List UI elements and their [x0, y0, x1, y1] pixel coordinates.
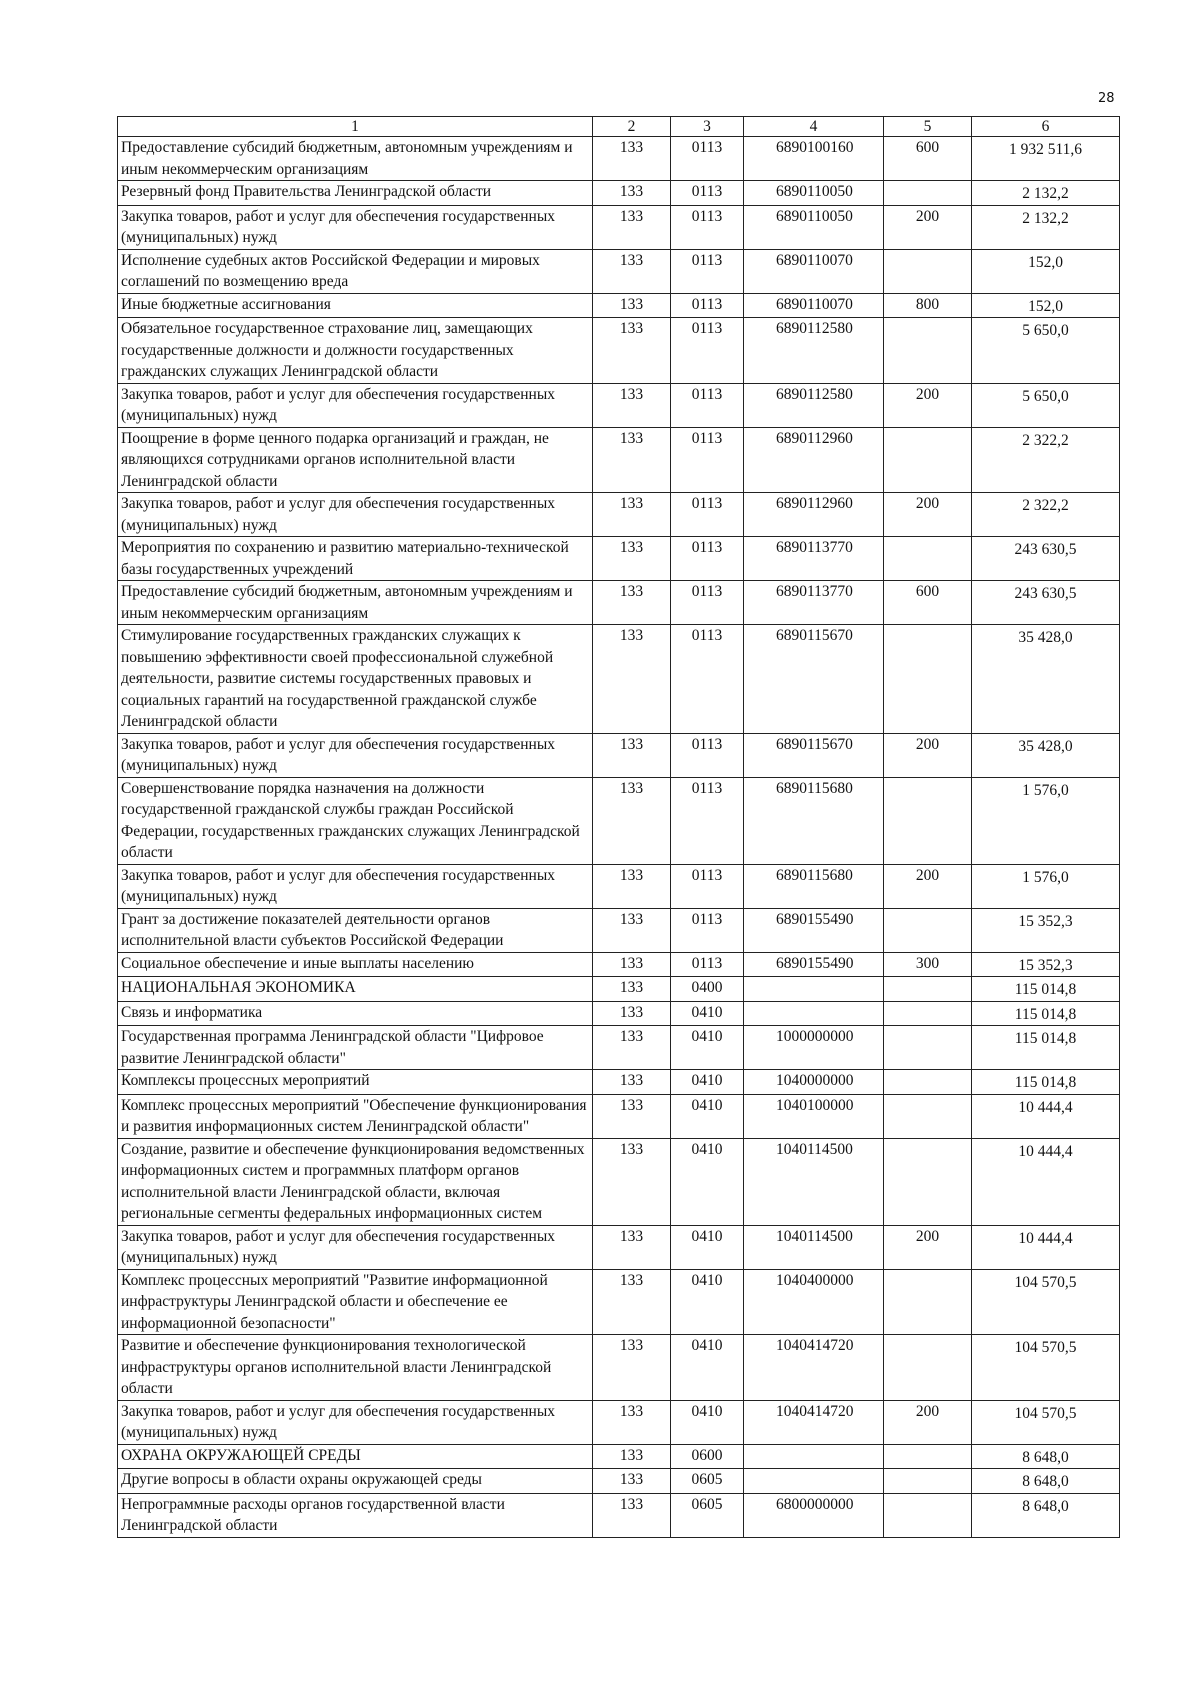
section-code-cell: 0113: [671, 427, 744, 493]
admin-code-cell: 133: [593, 977, 671, 1002]
expense-type-code-cell: 300: [884, 952, 972, 977]
admin-code-cell: 133: [593, 733, 671, 777]
admin-code-cell: 133: [593, 1335, 671, 1401]
target-article-code-cell: 6890113770: [744, 537, 884, 581]
target-article-code-cell: 6890155490: [744, 952, 884, 977]
expense-type-code-cell: [884, 1026, 972, 1070]
item-name-cell: ОХРАНА ОКРУЖАЮЩЕЙ СРЕДЫ: [118, 1444, 593, 1469]
target-article-code-cell: 6890112960: [744, 427, 884, 493]
item-name-cell: Поощрение в форме ценного подарка организаций и граждан, не являющихся сотрудниками органов исполнительной власти Ленинградской области: [118, 427, 593, 493]
expense-type-code-cell: 200: [884, 733, 972, 777]
expense-type-code-cell: [884, 537, 972, 581]
target-article-code-cell: 6890113770: [744, 581, 884, 625]
table-row: [118, 777, 1120, 864]
target-article-code-cell: 1040414720: [744, 1400, 884, 1444]
amount-cell: 35 428,0: [972, 625, 1120, 734]
admin-code-cell: 133: [593, 1469, 671, 1494]
item-name-cell: Исполнение судебных актов Российской Федерации и мировых соглашений по возмещению вреда: [118, 249, 593, 293]
table-row: [118, 1493, 1120, 1537]
amount-cell: 243 630,5: [972, 537, 1120, 581]
section-code-cell: 0113: [671, 181, 744, 206]
section-code-cell: 0113: [671, 293, 744, 318]
item-name-cell: Мероприятия по сохранению и развитию материально-технической базы государственных учреждений: [118, 537, 593, 581]
amount-cell: 104 570,5: [972, 1269, 1120, 1335]
section-code-cell: 0113: [671, 581, 744, 625]
section-code-cell: 0410: [671, 1400, 744, 1444]
target-article-code-cell: [744, 1001, 884, 1026]
item-name-cell: Резервный фонд Правительства Ленинградской области: [118, 181, 593, 206]
table-row: [118, 1225, 1120, 1269]
section-code-cell: 0410: [671, 1026, 744, 1070]
expense-type-code-cell: 600: [884, 581, 972, 625]
amount-cell: 8 648,0: [972, 1493, 1120, 1537]
table-row: [118, 249, 1120, 293]
header-row: [118, 117, 1120, 137]
section-code-cell: 0113: [671, 733, 744, 777]
section-code-cell: 0113: [671, 205, 744, 249]
expense-type-code-cell: 200: [884, 864, 972, 908]
item-name-cell: Непрограммные расходы органов государственной власти Ленинградской области: [118, 1493, 593, 1537]
table-row: [118, 1094, 1120, 1138]
table-row: [118, 383, 1120, 427]
target-article-code-cell: 1040000000: [744, 1070, 884, 1095]
table-row: [118, 318, 1120, 384]
section-code-cell: 0113: [671, 383, 744, 427]
section-code-cell: 0605: [671, 1493, 744, 1537]
item-name-cell: Закупка товаров, работ и услуг для обеспечения государственных (муниципальных) нужд: [118, 864, 593, 908]
admin-code-cell: 133: [593, 1026, 671, 1070]
amount-cell: 2 322,2: [972, 427, 1120, 493]
expense-type-code-cell: 200: [884, 1225, 972, 1269]
amount-cell: 104 570,5: [972, 1335, 1120, 1401]
admin-code-cell: 133: [593, 625, 671, 734]
col-header-4: 4: [744, 117, 884, 137]
table-row: [118, 205, 1120, 249]
expense-type-code-cell: [884, 977, 972, 1002]
table-row: [118, 537, 1120, 581]
admin-code-cell: 133: [593, 952, 671, 977]
amount-cell: 2 322,2: [972, 493, 1120, 537]
item-name-cell: Создание, развитие и обеспечение функционирования ведомственных информационных систем и программных платформ органов исполнительной власти Ленинградской области, включая региональные сегменты федеральных информационных систем: [118, 1138, 593, 1225]
section-code-cell: 0113: [671, 864, 744, 908]
table-row: [118, 581, 1120, 625]
table-row: [118, 1001, 1120, 1026]
item-name-cell: Грант за достижение показателей деятельности органов исполнительной власти субъектов Российской Федерации: [118, 908, 593, 952]
table-row: [118, 864, 1120, 908]
table-row: [118, 1138, 1120, 1225]
expense-type-code-cell: [884, 1269, 972, 1335]
expense-type-code-cell: 200: [884, 493, 972, 537]
table-row: [118, 908, 1120, 952]
expense-type-code-cell: [884, 181, 972, 206]
target-article-code-cell: 6890110070: [744, 249, 884, 293]
table-row: [118, 293, 1120, 318]
col-header-6: 6: [972, 117, 1120, 137]
item-name-cell: Предоставление субсидий бюджетным, автономным учреждениям и иным некоммерческим организациям: [118, 137, 593, 181]
amount-cell: 10 444,4: [972, 1225, 1120, 1269]
section-code-cell: 0410: [671, 1269, 744, 1335]
table-row: [118, 137, 1120, 181]
item-name-cell: Совершенствование порядка назначения на должности государственной гражданской службы граждан Российской Федерации, государственных гражданских служащих Ленинградской области: [118, 777, 593, 864]
item-name-cell: Закупка товаров, работ и услуг для обеспечения государственных (муниципальных) нужд: [118, 1400, 593, 1444]
admin-code-cell: 133: [593, 1070, 671, 1095]
expense-type-code-cell: [884, 249, 972, 293]
table-body: [118, 137, 1120, 1538]
amount-cell: 115 014,8: [972, 977, 1120, 1002]
target-article-code-cell: 6890112580: [744, 383, 884, 427]
amount-cell: 10 444,4: [972, 1094, 1120, 1138]
expense-type-code-cell: [884, 1001, 972, 1026]
target-article-code-cell: 6890115670: [744, 625, 884, 734]
table-row: [118, 625, 1120, 734]
page-number: 28: [1098, 91, 1115, 106]
item-name-cell: НАЦИОНАЛЬНАЯ ЭКОНОМИКА: [118, 977, 593, 1002]
target-article-code-cell: [744, 977, 884, 1002]
amount-cell: 35 428,0: [972, 733, 1120, 777]
section-code-cell: 0113: [671, 493, 744, 537]
table-row: [118, 493, 1120, 537]
table-row: [118, 1400, 1120, 1444]
item-name-cell: Закупка товаров, работ и услуг для обеспечения государственных (муниципальных) нужд: [118, 383, 593, 427]
admin-code-cell: 133: [593, 1225, 671, 1269]
section-code-cell: 0410: [671, 1070, 744, 1095]
admin-code-cell: 133: [593, 427, 671, 493]
col-header-2: 2: [593, 117, 671, 137]
table-row: [118, 1444, 1120, 1469]
admin-code-cell: 133: [593, 1400, 671, 1444]
item-name-cell: Обязательное государственное страхование лиц, замещающих государственные должности и должности государственных гражданских служащих Ленинградской области: [118, 318, 593, 384]
target-article-code-cell: 6890112580: [744, 318, 884, 384]
target-article-code-cell: 6890110050: [744, 181, 884, 206]
section-code-cell: 0113: [671, 249, 744, 293]
section-code-cell: 0410: [671, 1094, 744, 1138]
table-row: [118, 952, 1120, 977]
expense-type-code-cell: [884, 318, 972, 384]
expense-type-code-cell: [884, 908, 972, 952]
item-name-cell: Закупка товаров, работ и услуг для обеспечения государственных (муниципальных) нужд: [118, 493, 593, 537]
section-code-cell: 0410: [671, 1138, 744, 1225]
target-article-code-cell: 1040114500: [744, 1138, 884, 1225]
admin-code-cell: 133: [593, 1001, 671, 1026]
expense-type-code-cell: [884, 427, 972, 493]
item-name-cell: Социальное обеспечение и иные выплаты населению: [118, 952, 593, 977]
admin-code-cell: 133: [593, 181, 671, 206]
amount-cell: 243 630,5: [972, 581, 1120, 625]
admin-code-cell: 133: [593, 493, 671, 537]
amount-cell: 115 014,8: [972, 1001, 1120, 1026]
section-code-cell: 0605: [671, 1469, 744, 1494]
target-article-code-cell: 6890100160: [744, 137, 884, 181]
table-row: [118, 427, 1120, 493]
admin-code-cell: 133: [593, 1493, 671, 1537]
admin-code-cell: 133: [593, 777, 671, 864]
table-row: [118, 733, 1120, 777]
section-code-cell: 0410: [671, 1001, 744, 1026]
section-code-cell: 0600: [671, 1444, 744, 1469]
amount-cell: 10 444,4: [972, 1138, 1120, 1225]
item-name-cell: Связь и информатика: [118, 1001, 593, 1026]
target-article-code-cell: 1040414720: [744, 1335, 884, 1401]
expense-type-code-cell: [884, 625, 972, 734]
amount-cell: 152,0: [972, 249, 1120, 293]
section-code-cell: 0113: [671, 908, 744, 952]
col-header-1: 1: [118, 117, 593, 137]
amount-cell: 2 132,2: [972, 181, 1120, 206]
target-article-code-cell: 6890115680: [744, 864, 884, 908]
section-code-cell: 0113: [671, 537, 744, 581]
item-name-cell: Закупка товаров, работ и услуг для обеспечения государственных (муниципальных) нужд: [118, 1225, 593, 1269]
target-article-code-cell: [744, 1444, 884, 1469]
table-row: [118, 977, 1120, 1002]
amount-cell: 8 648,0: [972, 1469, 1120, 1494]
expense-type-code-cell: 200: [884, 205, 972, 249]
expense-type-code-cell: [884, 1070, 972, 1095]
amount-cell: 2 132,2: [972, 205, 1120, 249]
expense-type-code-cell: [884, 1094, 972, 1138]
expense-type-code-cell: 600: [884, 137, 972, 181]
item-name-cell: Предоставление субсидий бюджетным, автономным учреждениям и иным некоммерческим организациям: [118, 581, 593, 625]
amount-cell: 5 650,0: [972, 383, 1120, 427]
section-code-cell: 0113: [671, 625, 744, 734]
amount-cell: 115 014,8: [972, 1070, 1120, 1095]
expense-type-code-cell: 200: [884, 383, 972, 427]
admin-code-cell: 133: [593, 205, 671, 249]
table-row: [118, 1335, 1120, 1401]
target-article-code-cell: 1040400000: [744, 1269, 884, 1335]
expense-type-code-cell: [884, 1138, 972, 1225]
section-code-cell: 0113: [671, 137, 744, 181]
target-article-code-cell: 6890115680: [744, 777, 884, 864]
item-name-cell: Закупка товаров, работ и услуг для обеспечения государственных (муниципальных) нужд: [118, 205, 593, 249]
expense-type-code-cell: 800: [884, 293, 972, 318]
table-row: [118, 1269, 1120, 1335]
item-name-cell: Закупка товаров, работ и услуг для обеспечения государственных (муниципальных) нужд: [118, 733, 593, 777]
col-header-3: 3: [671, 117, 744, 137]
item-name-cell: Стимулирование государственных гражданских служащих к повышению эффективности своей профессиональной служебной деятельности, развитие системы государственных правовых и социальных гарантий на государственной гражданской службе Ленинградской области: [118, 625, 593, 734]
section-code-cell: 0113: [671, 318, 744, 384]
admin-code-cell: 133: [593, 137, 671, 181]
section-code-cell: 0410: [671, 1225, 744, 1269]
item-name-cell: Комплекс процессных мероприятий "Развитие информационной инфраструктуры Ленинградской области и обеспечение ее информационной безопасности": [118, 1269, 593, 1335]
section-code-cell: 0113: [671, 777, 744, 864]
target-article-code-cell: 6890155490: [744, 908, 884, 952]
target-article-code-cell: 6890110070: [744, 293, 884, 318]
target-article-code-cell: 6890110050: [744, 205, 884, 249]
target-article-code-cell: 1040100000: [744, 1094, 884, 1138]
target-article-code-cell: 6890115670: [744, 733, 884, 777]
expense-type-code-cell: [884, 1493, 972, 1537]
amount-cell: 15 352,3: [972, 952, 1120, 977]
budget-table: [117, 116, 1120, 1538]
target-article-code-cell: 1000000000: [744, 1026, 884, 1070]
admin-code-cell: 133: [593, 249, 671, 293]
admin-code-cell: 133: [593, 383, 671, 427]
target-article-code-cell: 6890112960: [744, 493, 884, 537]
admin-code-cell: 133: [593, 864, 671, 908]
amount-cell: 1 576,0: [972, 864, 1120, 908]
item-name-cell: Иные бюджетные ассигнования: [118, 293, 593, 318]
amount-cell: 1 932 511,6: [972, 137, 1120, 181]
amount-cell: 104 570,5: [972, 1400, 1120, 1444]
section-code-cell: 0400: [671, 977, 744, 1002]
admin-code-cell: 133: [593, 1094, 671, 1138]
admin-code-cell: 133: [593, 1444, 671, 1469]
col-header-5: 5: [884, 117, 972, 137]
table-row: [118, 1070, 1120, 1095]
expense-type-code-cell: [884, 1469, 972, 1494]
expense-type-code-cell: 200: [884, 1400, 972, 1444]
target-article-code-cell: [744, 1469, 884, 1494]
amount-cell: 115 014,8: [972, 1026, 1120, 1070]
table-row: [118, 1026, 1120, 1070]
admin-code-cell: 133: [593, 908, 671, 952]
expense-type-code-cell: [884, 777, 972, 864]
admin-code-cell: 133: [593, 1269, 671, 1335]
amount-cell: 15 352,3: [972, 908, 1120, 952]
admin-code-cell: 133: [593, 318, 671, 384]
table-row: [118, 181, 1120, 206]
section-code-cell: 0410: [671, 1335, 744, 1401]
amount-cell: 5 650,0: [972, 318, 1120, 384]
amount-cell: 1 576,0: [972, 777, 1120, 864]
expense-type-code-cell: [884, 1444, 972, 1469]
item-name-cell: Комплекс процессных мероприятий "Обеспечение функционирования и развития информационных систем Ленинградской области": [118, 1094, 593, 1138]
admin-code-cell: 133: [593, 293, 671, 318]
amount-cell: 8 648,0: [972, 1444, 1120, 1469]
admin-code-cell: 133: [593, 537, 671, 581]
admin-code-cell: 133: [593, 1138, 671, 1225]
item-name-cell: Государственная программа Ленинградской области "Цифровое развитие Ленинградской области": [118, 1026, 593, 1070]
target-article-code-cell: 6800000000: [744, 1493, 884, 1537]
admin-code-cell: 133: [593, 581, 671, 625]
expense-type-code-cell: [884, 1335, 972, 1401]
target-article-code-cell: 1040114500: [744, 1225, 884, 1269]
item-name-cell: Другие вопросы в области охраны окружающей среды: [118, 1469, 593, 1494]
section-code-cell: 0113: [671, 952, 744, 977]
item-name-cell: Развитие и обеспечение функционирования технологической инфраструктуры органов исполнительной власти Ленинградской области: [118, 1335, 593, 1401]
amount-cell: 152,0: [972, 293, 1120, 318]
item-name-cell: Комплексы процессных мероприятий: [118, 1070, 593, 1095]
table-row: [118, 1469, 1120, 1494]
